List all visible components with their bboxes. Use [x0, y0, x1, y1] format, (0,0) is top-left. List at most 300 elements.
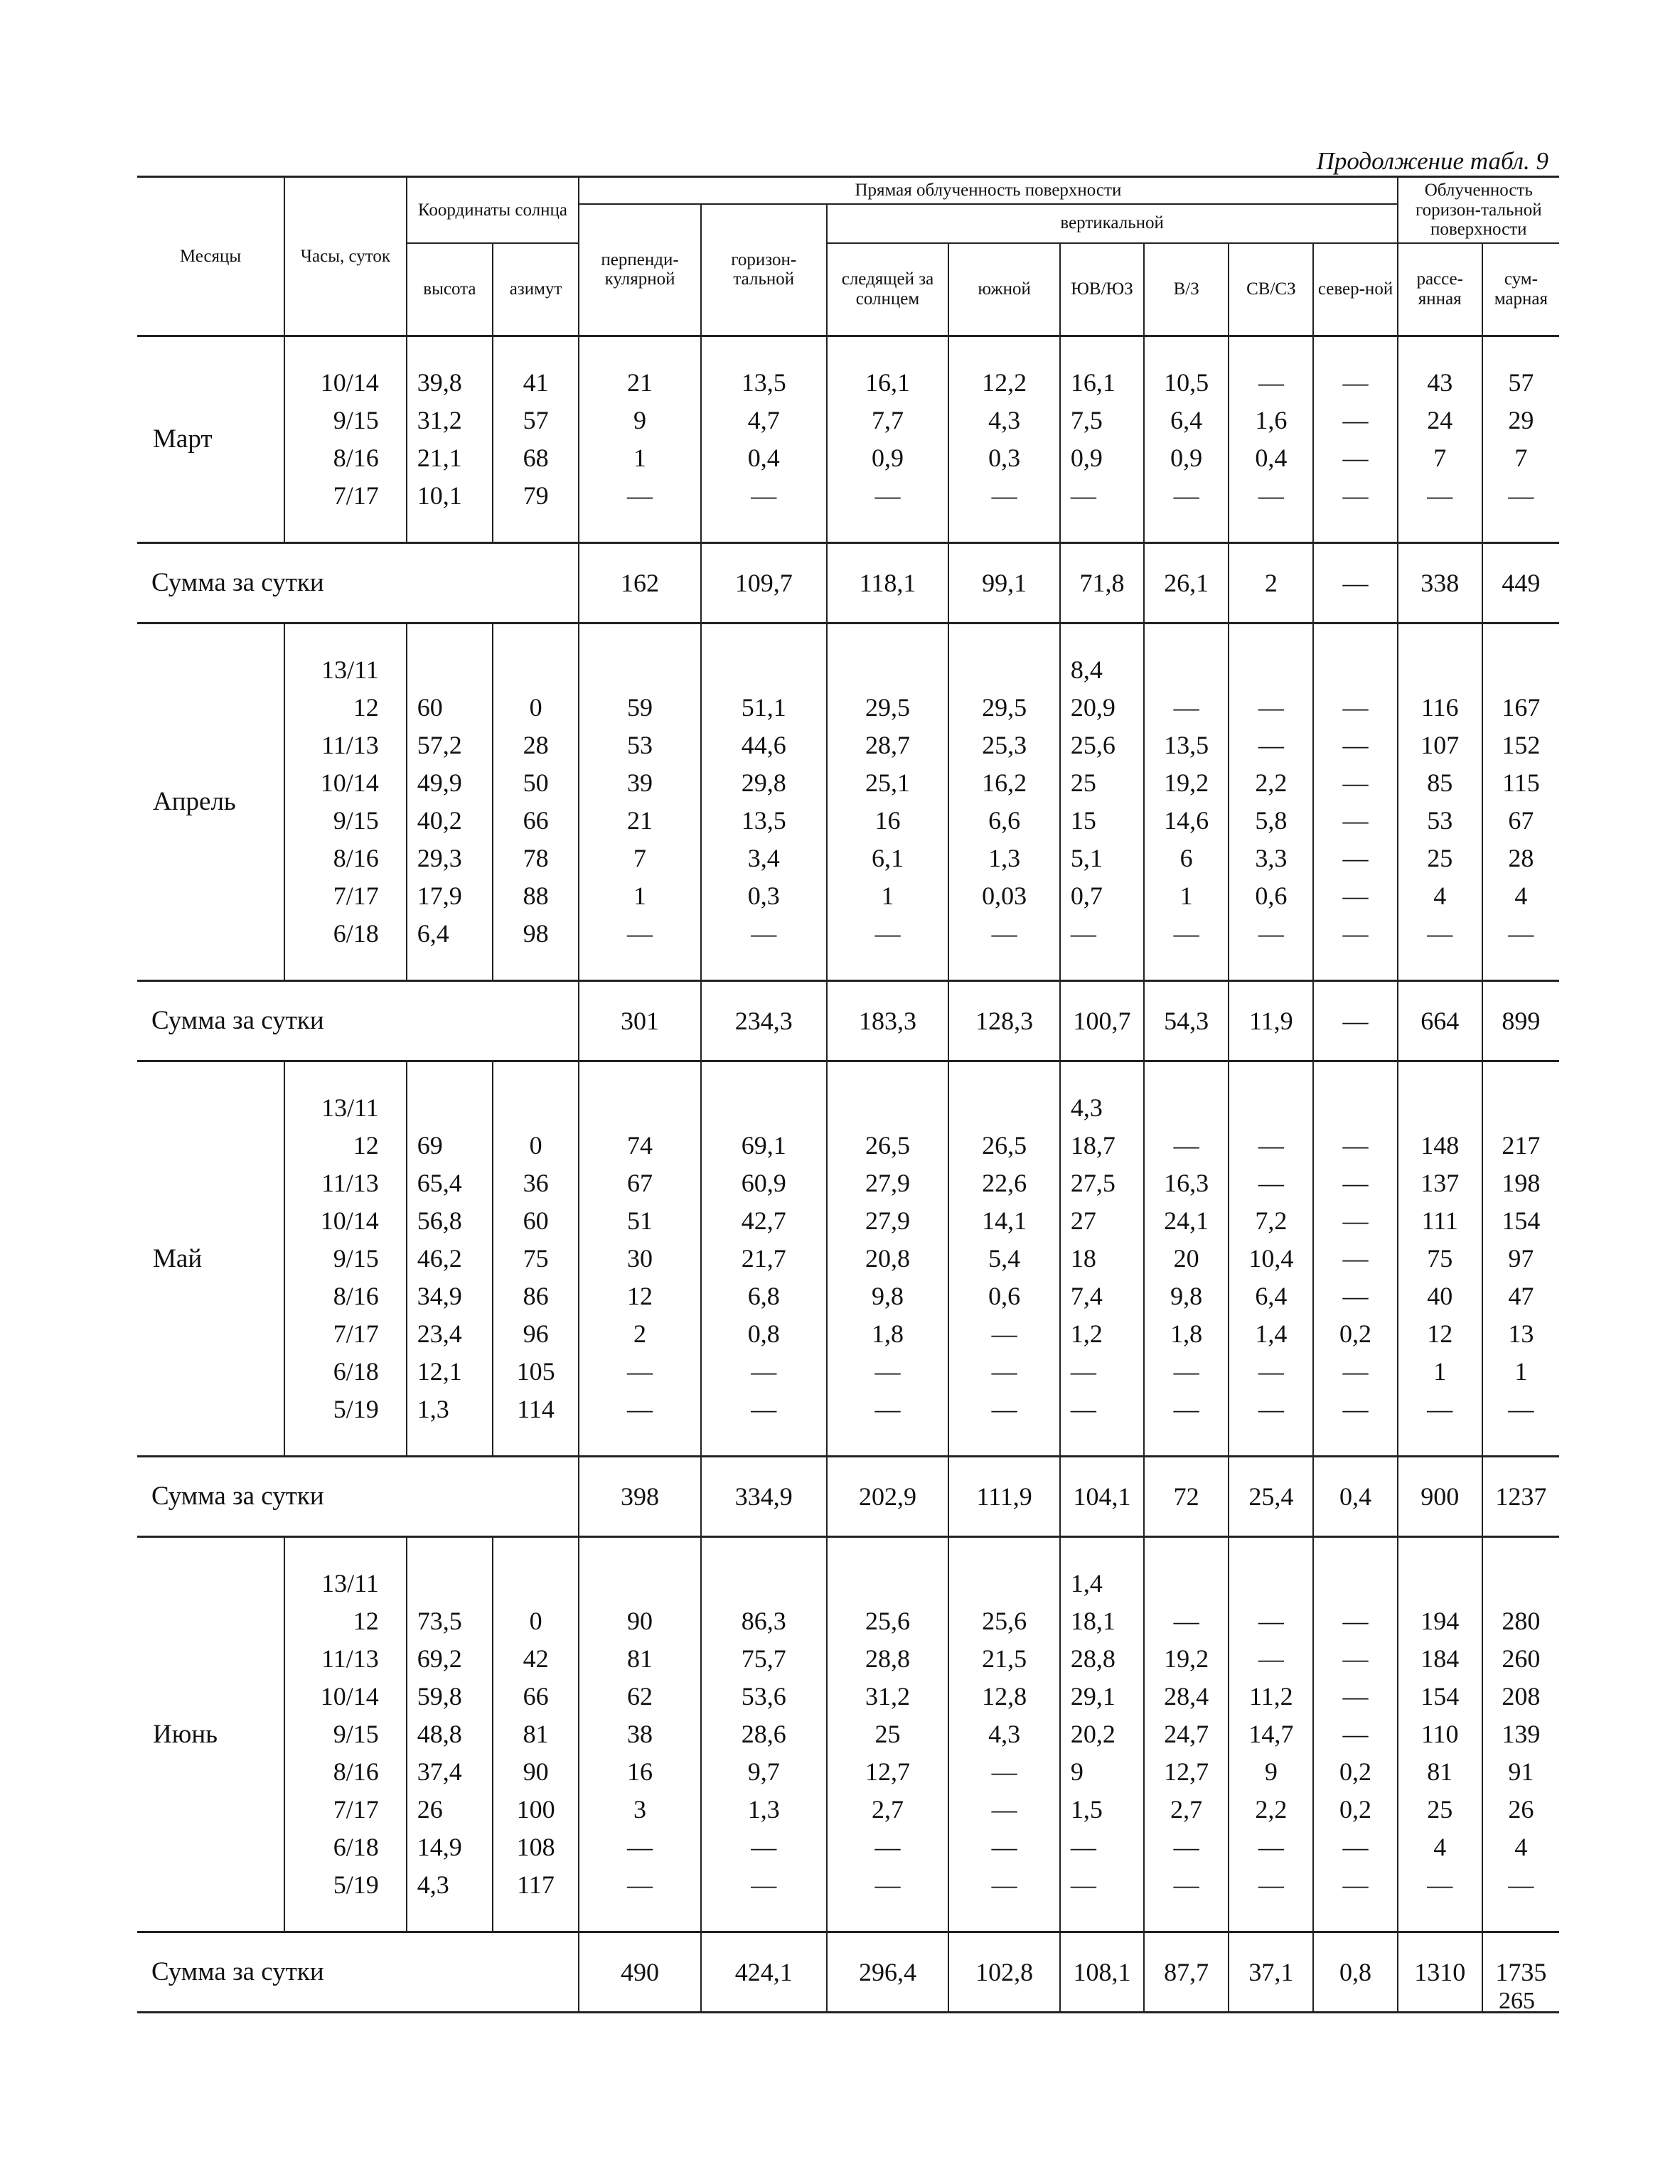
spacer-row — [137, 1061, 1559, 1089]
cell-ne-nw: 2,2 — [1229, 764, 1313, 802]
cell-tracking: 26,5 — [827, 1127, 949, 1165]
spacer-cell — [948, 1428, 1060, 1457]
cell-perpendicular: 21 — [579, 802, 701, 840]
cell-north: — — [1313, 364, 1397, 402]
spacer-cell — [827, 515, 949, 543]
cell-se-sw: 4,3 — [1060, 1089, 1144, 1127]
spacer-cell — [1482, 1428, 1559, 1457]
cell-north — [1313, 651, 1397, 689]
cell-tracking: 16,1 — [827, 364, 949, 402]
cell-perpendicular — [579, 1565, 701, 1602]
cell-north: — — [1313, 439, 1397, 477]
cell-altitude: 29,3 — [407, 840, 493, 877]
cell-e-w: 10,5 — [1144, 364, 1229, 402]
table-row — [137, 802, 1559, 840]
cell-hours: 13/11 — [284, 1089, 407, 1127]
sum-cell-e-w: 54,3 — [1144, 980, 1229, 1061]
spacer-cell — [701, 1061, 827, 1089]
cell-horizontal: 44,6 — [701, 727, 827, 764]
sum-cell-south: 111,9 — [948, 1456, 1060, 1536]
cell-horizontal: 60,9 — [701, 1165, 827, 1202]
sum-label: Сумма за сутки — [137, 980, 579, 1061]
sum-label: Сумма за сутки — [137, 1932, 579, 2012]
spacer-cell — [1398, 1536, 1482, 1565]
cell-horizontal: — — [701, 1829, 827, 1866]
cell-se-sw: 16,1 — [1060, 364, 1144, 402]
cell-tracking: 25 — [827, 1715, 949, 1753]
spacer-cell — [701, 515, 827, 543]
sum-cell-south: 99,1 — [948, 542, 1060, 623]
sum-cell-perpendicular: 398 — [579, 1456, 701, 1536]
sum-cell-tracking: 202,9 — [827, 1456, 949, 1536]
cell-hours: 11/13 — [284, 1165, 407, 1202]
cell-total: 57 — [1482, 364, 1559, 402]
cell-north: — — [1313, 802, 1397, 840]
cell-horizontal: 13,5 — [701, 802, 827, 840]
sum-cell-diffuse: 338 — [1398, 542, 1482, 623]
cell-hours: 6/18 — [284, 1353, 407, 1391]
cell-perpendicular: 39 — [579, 764, 701, 802]
cell-perpendicular: 81 — [579, 1640, 701, 1678]
cell-e-w: 24,1 — [1144, 1202, 1229, 1240]
sum-label: Сумма за сутки — [137, 542, 579, 623]
cell-hours: 11/13 — [284, 727, 407, 764]
cell-azimuth: 78 — [493, 840, 579, 877]
cell-azimuth: 96 — [493, 1315, 579, 1353]
cell-perpendicular: 74 — [579, 1127, 701, 1165]
spacer-cell — [407, 337, 493, 364]
cell-se-sw: 7,4 — [1060, 1278, 1144, 1315]
cell-tracking — [827, 651, 949, 689]
cell-e-w: 0,9 — [1144, 439, 1229, 477]
spacer-cell — [1398, 515, 1482, 543]
spacer-cell — [948, 953, 1060, 981]
cell-se-sw: 25,6 — [1060, 727, 1144, 764]
spacer-cell — [1482, 953, 1559, 981]
table-row — [137, 1315, 1559, 1353]
cell-tracking: 29,5 — [827, 689, 949, 727]
cell-north: — — [1313, 1391, 1397, 1428]
spacer-row — [137, 337, 1559, 364]
cell-e-w: — — [1144, 477, 1229, 515]
spacer-cell — [701, 1428, 827, 1457]
cell-perpendicular — [579, 651, 701, 689]
cell-tracking: 9,8 — [827, 1278, 949, 1315]
spacer-cell — [1060, 337, 1144, 364]
cell-ne-nw: — — [1229, 915, 1313, 953]
cell-horizontal: 29,8 — [701, 764, 827, 802]
cell-perpendicular: 1 — [579, 439, 701, 477]
cell-diffuse: 4 — [1398, 1829, 1482, 1866]
spacer-cell — [579, 1428, 701, 1457]
spacer-cell — [493, 1428, 579, 1457]
spacer-cell — [1482, 337, 1559, 364]
header-ne-nw: СВ/СЗ — [1229, 243, 1313, 336]
cell-se-sw: 25 — [1060, 764, 1144, 802]
header-perpendicular: перпенди-кулярной — [579, 204, 701, 336]
cell-altitude: 49,9 — [407, 764, 493, 802]
sum-cell-north: — — [1313, 980, 1397, 1061]
cell-ne-nw: 9 — [1229, 1753, 1313, 1791]
cell-north: — — [1313, 477, 1397, 515]
sum-cell-diffuse: 664 — [1398, 980, 1482, 1061]
spacer-cell — [284, 623, 407, 651]
cell-north: — — [1313, 1127, 1397, 1165]
sum-cell-north: 0,8 — [1313, 1932, 1397, 2012]
cell-horizontal: 0,4 — [701, 439, 827, 477]
spacer-cell — [948, 337, 1060, 364]
cell-altitude — [407, 1565, 493, 1602]
cell-south: 22,6 — [948, 1165, 1060, 1202]
spacer-cell — [827, 1428, 949, 1457]
spacer-cell — [701, 1904, 827, 1932]
sum-cell-south: 102,8 — [948, 1932, 1060, 2012]
spacer-cell — [493, 623, 579, 651]
header-diffuse: рассе-янная — [1398, 243, 1482, 336]
cell-total: — — [1482, 477, 1559, 515]
cell-azimuth: 28 — [493, 727, 579, 764]
spacer-cell — [284, 515, 407, 543]
cell-altitude: 14,9 — [407, 1829, 493, 1866]
cell-e-w: 19,2 — [1144, 1640, 1229, 1678]
cell-azimuth: 81 — [493, 1715, 579, 1753]
cell-horizontal: 86,3 — [701, 1602, 827, 1640]
cell-north: — — [1313, 1640, 1397, 1678]
cell-ne-nw: — — [1229, 1602, 1313, 1640]
cell-south: 21,5 — [948, 1640, 1060, 1678]
table-row — [137, 1829, 1559, 1866]
cell-horizontal: 3,4 — [701, 840, 827, 877]
cell-tracking: 1,8 — [827, 1315, 949, 1353]
cell-tracking: 25,1 — [827, 764, 949, 802]
cell-horizontal: — — [701, 1866, 827, 1904]
cell-azimuth: 66 — [493, 802, 579, 840]
spacer-row — [137, 1536, 1559, 1565]
month-label: Март — [153, 424, 213, 454]
sum-cell-ne-nw: 25,4 — [1229, 1456, 1313, 1536]
spacer-cell — [407, 1428, 493, 1457]
cell-total: 97 — [1482, 1240, 1559, 1278]
cell-total: 29 — [1482, 402, 1559, 439]
cell-tracking — [827, 1089, 949, 1127]
cell-north: 0,2 — [1313, 1753, 1397, 1791]
cell-ne-nw: 0,4 — [1229, 439, 1313, 477]
cell-e-w: 9,8 — [1144, 1278, 1229, 1315]
spacer-row — [137, 623, 1559, 651]
cell-horizontal: 6,8 — [701, 1278, 827, 1315]
spacer-row — [137, 515, 1559, 543]
cell-azimuth: 105 — [493, 1353, 579, 1391]
cell-ne-nw: 11,2 — [1229, 1678, 1313, 1715]
cell-e-w — [1144, 1565, 1229, 1602]
cell-azimuth: 117 — [493, 1866, 579, 1904]
cell-hours: 10/14 — [284, 1678, 407, 1715]
table-row — [137, 764, 1559, 802]
cell-diffuse — [1398, 651, 1482, 689]
cell-e-w: — — [1144, 1829, 1229, 1866]
cell-se-sw: 0,7 — [1060, 877, 1144, 915]
cell-south: — — [948, 1866, 1060, 1904]
spacer-cell — [1398, 1428, 1482, 1457]
cell-diffuse: 111 — [1398, 1202, 1482, 1240]
cell-se-sw: — — [1060, 915, 1144, 953]
cell-south: 6,6 — [948, 802, 1060, 840]
cell-e-w: — — [1144, 1353, 1229, 1391]
cell-azimuth: 41 — [493, 364, 579, 402]
cell-total: 91 — [1482, 1753, 1559, 1791]
irradiance-table — [137, 176, 1559, 2013]
cell-horizontal — [701, 1089, 827, 1127]
cell-e-w: 19,2 — [1144, 764, 1229, 802]
cell-total: — — [1482, 915, 1559, 953]
cell-total: 280 — [1482, 1602, 1559, 1640]
cell-south: 0,3 — [948, 439, 1060, 477]
cell-altitude: 12,1 — [407, 1353, 493, 1391]
cell-e-w: — — [1144, 1866, 1229, 1904]
cell-tracking: 1 — [827, 877, 949, 915]
cell-tracking: — — [827, 1353, 949, 1391]
cell-diffuse: 7 — [1398, 439, 1482, 477]
cell-hours: 12 — [284, 1127, 407, 1165]
spacer-cell — [1313, 1904, 1397, 1932]
cell-perpendicular: — — [579, 1829, 701, 1866]
cell-north: — — [1313, 1715, 1397, 1753]
cell-tracking: — — [827, 1829, 949, 1866]
sum-cell-south: 128,3 — [948, 980, 1060, 1061]
cell-ne-nw: 5,8 — [1229, 802, 1313, 840]
cell-total: 208 — [1482, 1678, 1559, 1715]
cell-azimuth: 0 — [493, 1127, 579, 1165]
cell-north: — — [1313, 1202, 1397, 1240]
cell-diffuse: 85 — [1398, 764, 1482, 802]
sum-row — [137, 980, 1559, 1061]
spacer-cell — [284, 1904, 407, 1932]
cell-ne-nw: — — [1229, 1829, 1313, 1866]
cell-north: — — [1313, 840, 1397, 877]
cell-total: 217 — [1482, 1127, 1559, 1165]
cell-total: 13 — [1482, 1315, 1559, 1353]
cell-north: — — [1313, 1829, 1397, 1866]
header-se-sw: ЮВ/ЮЗ — [1060, 243, 1144, 336]
cell-total: 198 — [1482, 1165, 1559, 1202]
cell-se-sw: — — [1060, 1391, 1144, 1428]
cell-e-w: — — [1144, 689, 1229, 727]
cell-azimuth: 114 — [493, 1391, 579, 1428]
cell-se-sw: — — [1060, 1829, 1144, 1866]
table-row — [137, 1127, 1559, 1165]
cell-horizontal: 0,3 — [701, 877, 827, 915]
cell-hours: 7/17 — [284, 1791, 407, 1829]
cell-north: — — [1313, 1866, 1397, 1904]
cell-north: — — [1313, 1602, 1397, 1640]
spacer-cell — [1144, 623, 1229, 651]
spacer-cell — [1313, 515, 1397, 543]
spacer-cell — [1313, 337, 1397, 364]
spacer-cell — [701, 953, 827, 981]
spacer-cell — [1144, 1428, 1229, 1457]
month-label: Апрель — [153, 787, 236, 816]
cell-altitude: 6,4 — [407, 915, 493, 953]
cell-total: — — [1482, 1391, 1559, 1428]
header-e-w: В/З — [1144, 243, 1229, 336]
cell-horizontal: 0,8 — [701, 1315, 827, 1353]
spacer-cell — [1398, 1904, 1482, 1932]
month-label: Май — [153, 1243, 203, 1273]
cell-tracking: 31,2 — [827, 1678, 949, 1715]
spacer-cell — [493, 1061, 579, 1089]
cell-south: — — [948, 1315, 1060, 1353]
spacer-cell — [948, 1061, 1060, 1089]
spacer-cell — [1060, 1536, 1144, 1565]
header-altitude: высота — [407, 243, 493, 336]
table-row — [137, 364, 1559, 402]
cell-perpendicular: 90 — [579, 1602, 701, 1640]
header-horizontal: горизон-тальной — [701, 204, 827, 336]
cell-altitude: 57,2 — [407, 727, 493, 764]
cell-se-sw: — — [1060, 477, 1144, 515]
cell-ne-nw: 0,6 — [1229, 877, 1313, 915]
table-row — [137, 402, 1559, 439]
spacer-cell — [948, 515, 1060, 543]
sum-cell-horizontal: 334,9 — [701, 1456, 827, 1536]
cell-north — [1313, 1565, 1397, 1602]
cell-diffuse: 53 — [1398, 802, 1482, 840]
cell-azimuth: 36 — [493, 1165, 579, 1202]
cell-south: 12,8 — [948, 1678, 1060, 1715]
cell-altitude: 60 — [407, 689, 493, 727]
cell-ne-nw: — — [1229, 1640, 1313, 1678]
cell-azimuth: 86 — [493, 1278, 579, 1315]
cell-se-sw: 29,1 — [1060, 1678, 1144, 1715]
cell-perpendicular — [579, 1089, 701, 1127]
cell-se-sw: 18 — [1060, 1240, 1144, 1278]
cell-north: — — [1313, 1240, 1397, 1278]
cell-diffuse: 81 — [1398, 1753, 1482, 1791]
cell-perpendicular: 53 — [579, 727, 701, 764]
cell-hours: 10/14 — [284, 364, 407, 402]
cell-horizontal: 42,7 — [701, 1202, 827, 1240]
cell-hours: 8/16 — [284, 1753, 407, 1791]
cell-perpendicular: 59 — [579, 689, 701, 727]
cell-perpendicular: 62 — [579, 1678, 701, 1715]
cell-altitude: 1,3 — [407, 1391, 493, 1428]
spacer-cell — [701, 337, 827, 364]
sum-cell-total: 1735 — [1482, 1932, 1559, 2012]
cell-se-sw: 20,2 — [1060, 1715, 1144, 1753]
cell-total: 26 — [1482, 1791, 1559, 1829]
sum-cell-e-w: 72 — [1144, 1456, 1229, 1536]
sum-cell-north: 0,4 — [1313, 1456, 1397, 1536]
cell-south: — — [948, 1791, 1060, 1829]
cell-diffuse: — — [1398, 1866, 1482, 1904]
header-vertical: вертикальной — [827, 204, 1398, 243]
cell-north: — — [1313, 1353, 1397, 1391]
cell-se-sw: — — [1060, 1353, 1144, 1391]
spacer-cell — [1229, 953, 1313, 981]
sum-cell-north: — — [1313, 542, 1397, 623]
spacer-cell — [1313, 1428, 1397, 1457]
cell-total: 115 — [1482, 764, 1559, 802]
cell-south — [948, 1565, 1060, 1602]
cell-horizontal: — — [701, 1391, 827, 1428]
cell-se-sw: 7,5 — [1060, 402, 1144, 439]
cell-south: 5,4 — [948, 1240, 1060, 1278]
spacer-cell — [1482, 1904, 1559, 1932]
cell-se-sw: 20,9 — [1060, 689, 1144, 727]
cell-hours: 13/11 — [284, 651, 407, 689]
table-row — [137, 1278, 1559, 1315]
cell-south: 14,1 — [948, 1202, 1060, 1240]
cell-se-sw: 9 — [1060, 1753, 1144, 1791]
spacer-cell — [1313, 1061, 1397, 1089]
sum-cell-horizontal: 234,3 — [701, 980, 827, 1061]
spacer-cell — [1229, 1061, 1313, 1089]
spacer-cell — [1060, 515, 1144, 543]
sum-cell-se-sw: 108,1 — [1060, 1932, 1144, 2012]
cell-horizontal: 69,1 — [701, 1127, 827, 1165]
cell-diffuse: 110 — [1398, 1715, 1482, 1753]
cell-hours: 9/15 — [284, 1240, 407, 1278]
cell-azimuth: 75 — [493, 1240, 579, 1278]
spacer-cell — [1144, 1536, 1229, 1565]
cell-diffuse: 40 — [1398, 1278, 1482, 1315]
sum-cell-total: 1237 — [1482, 1456, 1559, 1536]
cell-e-w: 12,7 — [1144, 1753, 1229, 1791]
spacer-cell — [1229, 515, 1313, 543]
cell-altitude: 46,2 — [407, 1240, 493, 1278]
table-row — [137, 477, 1559, 515]
cell-south: 25,6 — [948, 1602, 1060, 1640]
cell-perpendicular: 21 — [579, 364, 701, 402]
cell-hours: 9/15 — [284, 802, 407, 840]
table-row — [137, 651, 1559, 689]
cell-south: — — [948, 1829, 1060, 1866]
cell-hours: 13/11 — [284, 1565, 407, 1602]
cell-perpendicular: 51 — [579, 1202, 701, 1240]
cell-azimuth: 88 — [493, 877, 579, 915]
spacer-cell — [1144, 953, 1229, 981]
cell-ne-nw: — — [1229, 1353, 1313, 1391]
cell-se-sw: 8,4 — [1060, 651, 1144, 689]
cell-azimuth: 66 — [493, 1678, 579, 1715]
cell-south: — — [948, 477, 1060, 515]
cell-tracking: 6,1 — [827, 840, 949, 877]
spacer-cell — [1060, 1061, 1144, 1089]
spacer-cell — [1229, 1428, 1313, 1457]
spacer-cell — [579, 623, 701, 651]
cell-total: 139 — [1482, 1715, 1559, 1753]
cell-total: 47 — [1482, 1278, 1559, 1315]
spacer-cell — [1482, 1536, 1559, 1565]
cell-total — [1482, 651, 1559, 689]
cell-tracking: 27,9 — [827, 1202, 949, 1240]
cell-perpendicular: 30 — [579, 1240, 701, 1278]
sum-cell-e-w: 26,1 — [1144, 542, 1229, 623]
cell-hours: 7/17 — [284, 477, 407, 515]
cell-altitude: 26 — [407, 1791, 493, 1829]
header-sun-coords: Координаты солнца — [407, 177, 579, 243]
cell-south: 12,2 — [948, 364, 1060, 402]
spacer-cell — [1398, 623, 1482, 651]
cell-azimuth: 57 — [493, 402, 579, 439]
cell-south: 4,3 — [948, 1715, 1060, 1753]
table-row — [137, 439, 1559, 477]
sum-cell-se-sw: 100,7 — [1060, 980, 1144, 1061]
cell-ne-nw: 1,6 — [1229, 402, 1313, 439]
cell-azimuth: 90 — [493, 1753, 579, 1791]
table-row — [137, 1391, 1559, 1428]
cell-total: 152 — [1482, 727, 1559, 764]
